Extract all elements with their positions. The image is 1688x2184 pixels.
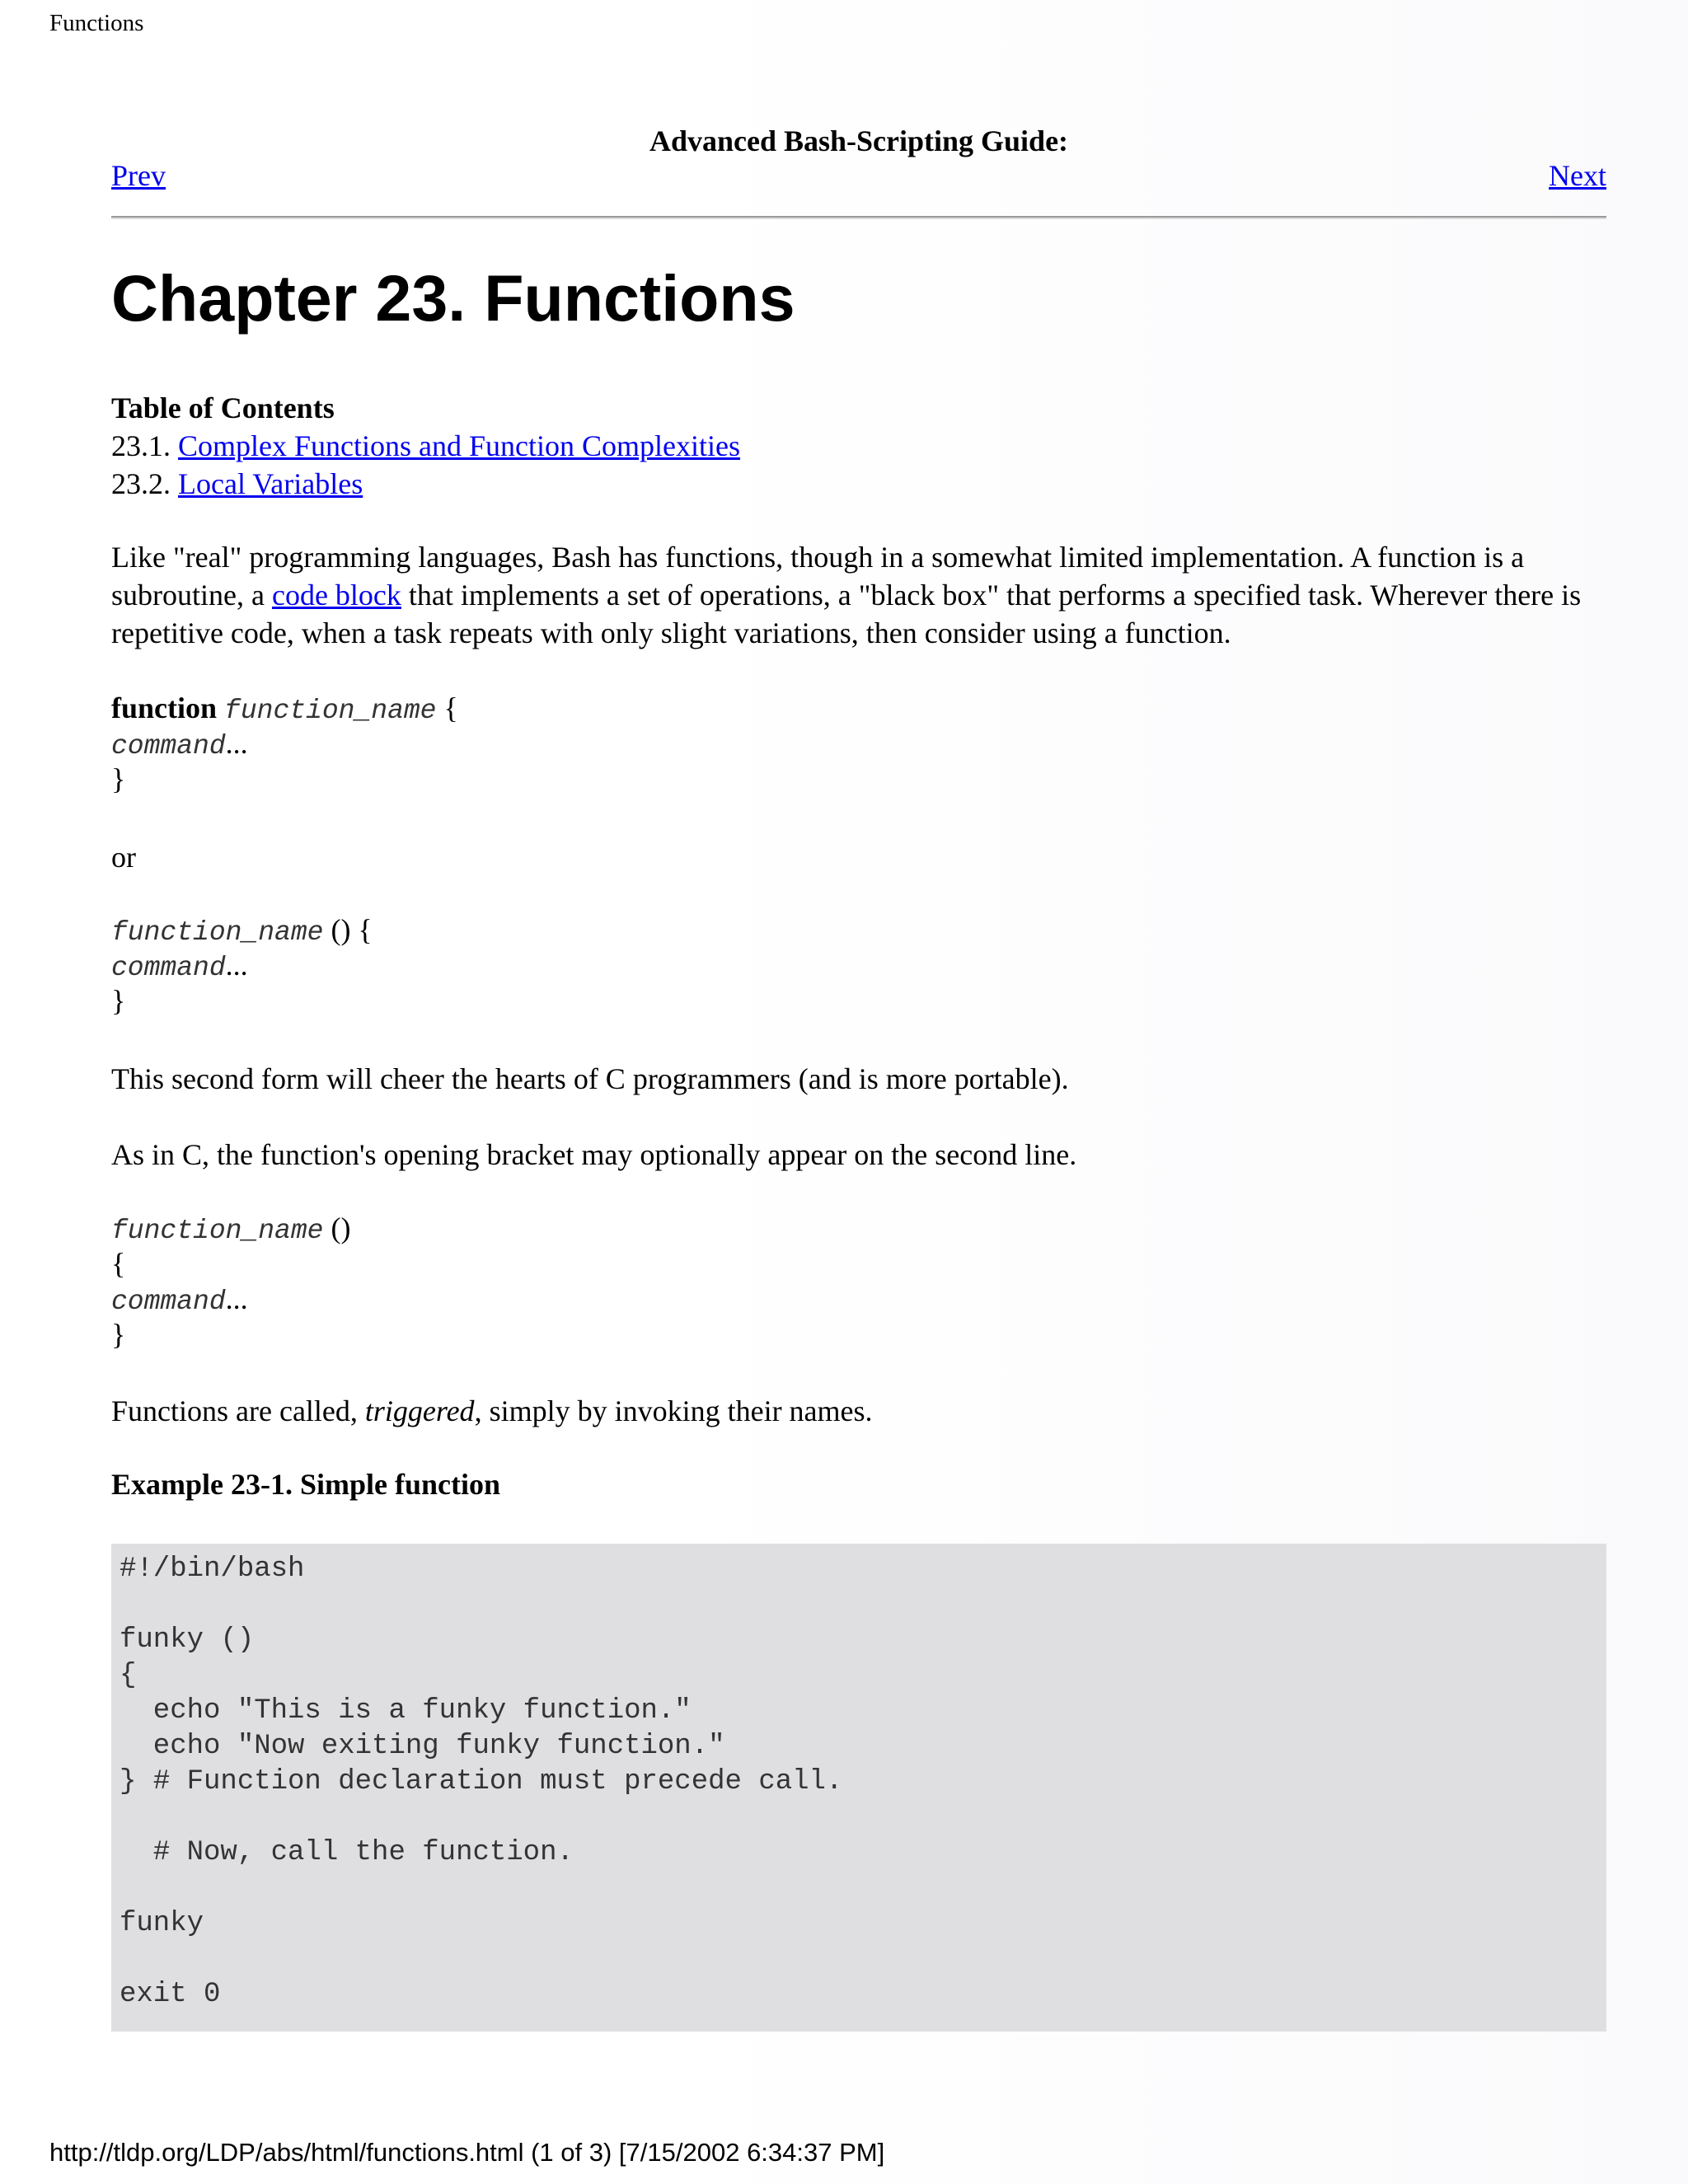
- print-header-title: Functions: [49, 10, 144, 36]
- toc-entry-number: 23.2.: [111, 467, 171, 500]
- synopsis-close-brace: }: [111, 1318, 126, 1351]
- command-ellipsis: ...: [225, 949, 248, 982]
- intro-text-2: that implements a set of operations, a "black box" that performs a specified task. Wherever there is repetitive code, when a task repeats with only slight variations, then consider using a function.: [111, 579, 1582, 649]
- toc-entry-number: 23.1.: [111, 429, 171, 462]
- function-synopsis-3: [111, 1211, 350, 1352]
- toc-title: Table of Contents: [111, 391, 335, 424]
- function-synopsis-1: [111, 691, 458, 797]
- toc-entry: [111, 465, 740, 503]
- synopsis-open-brace: {: [436, 691, 458, 724]
- second-form-paragraph: This second form will cheer the hearts of C programmers (and is more portable).: [111, 1062, 1069, 1095]
- synopsis-parens-open: () {: [323, 913, 373, 946]
- function-keyword: function: [111, 691, 218, 724]
- synopsis-close-brace: }: [111, 762, 126, 795]
- called-paragraph: [111, 1392, 1606, 1430]
- command-ellipsis: ...: [225, 727, 248, 760]
- as-in-c-paragraph: As in C, the function's opening bracket may optionally appear on the second line.: [111, 1138, 1077, 1171]
- toc-link-local-variables[interactable]: Local Variables: [178, 467, 363, 500]
- print-footer-url: http://tldp.org/LDP/abs/html/functions.html (1 of 3) [7/15/2002 6:34:37 PM]: [49, 2138, 885, 2167]
- next-link[interactable]: Next: [1549, 159, 1606, 192]
- function-synopsis-2: [111, 912, 373, 1019]
- command-replaceable: command: [111, 953, 226, 983]
- synopsis-open-brace: {: [111, 1247, 126, 1280]
- function-name-replaceable: function_name: [111, 917, 324, 948]
- chapter-title: Chapter 23. Functions: [111, 261, 795, 335]
- table-of-contents: [111, 389, 740, 503]
- synopsis-parens: (): [323, 1212, 351, 1244]
- function-name-replaceable: function_name: [111, 1216, 324, 1246]
- command-ellipsis: ...: [225, 1282, 248, 1315]
- nav-divider: [111, 216, 1606, 219]
- function-name-replaceable: function_name: [224, 696, 437, 726]
- toc-link-complex-functions[interactable]: Complex Functions and Function Complexities: [178, 429, 740, 462]
- called-text-2: , simply by invoking their names.: [474, 1394, 873, 1427]
- command-replaceable: command: [111, 1286, 226, 1317]
- or-text: or: [111, 841, 136, 874]
- called-text-1: Functions are called,: [111, 1394, 365, 1427]
- nav-guide-title: Advanced Bash-Scripting Guide:: [649, 124, 1069, 157]
- navheader: [111, 124, 1606, 223]
- intro-text-1: Like "real" programming languages, Bash has functions, though in a somewhat limited implementation. A function is a subroutine, a: [111, 541, 1525, 612]
- example-code-listing: #!/bin/bash funky () { echo "This is a funky function." echo "Now exiting funky function." } # Function declaration must precede call. # Now, call the function. funky exit 0: [111, 1544, 1606, 2032]
- toc-entry: [111, 427, 740, 465]
- code-block-link[interactable]: code block: [271, 579, 401, 612]
- synopsis-close-brace: }: [111, 984, 126, 1017]
- called-emphasis: triggered: [364, 1394, 475, 1427]
- example-title: Example 23-1. Simple function: [111, 1468, 501, 1501]
- command-replaceable: command: [111, 731, 226, 762]
- intro-paragraph: [111, 538, 1606, 652]
- prev-link[interactable]: Prev: [111, 159, 166, 192]
